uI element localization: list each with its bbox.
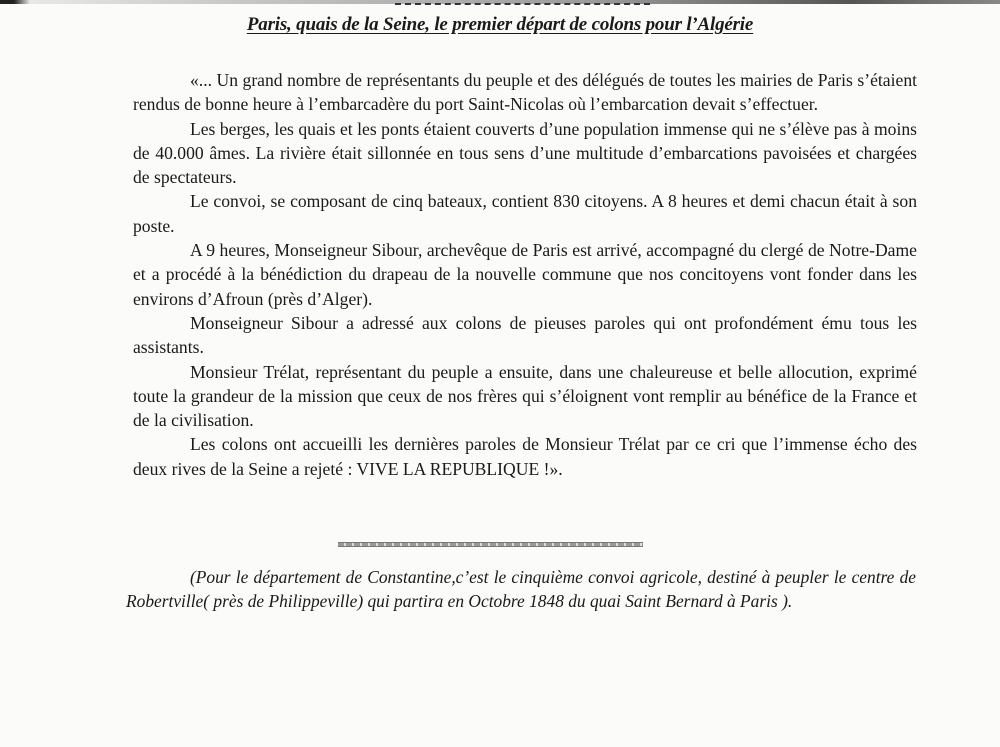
top-dashed-rule [395, 3, 650, 7]
paragraph: Les colons ont accueilli les dernières paroles de Monsieur Trélat par ce cri que l’immense écho des deux rives de la Seine a rejeté : VIVE LA REPUBLIQUE !». [133, 434, 917, 479]
paragraph: «... Un grand nombre de représentants du peuple et des délégués de toutes les mairies de Paris s’étaient rendus de bonne heure à l’embarcadère du port Saint-Nicolas où l’embarcation devait s’effectuer. [133, 70, 917, 115]
paragraph: Le convoi, se composant de cinq bateaux, contient 830 citoyens. A 8 heures et demi chacun était à son poste. [133, 191, 917, 236]
paragraph: Les berges, les quais et les ponts étaient couverts d’une population immense qui ne s’élève pas à moins de 40.000 âmes. La rivière était sillonnée en tous sens d’une multitude d’embarcations pavoisées et chargées de spectateurs. [133, 118, 917, 188]
footnote-text: (Pour le département de Constantine,c’est le cinquième convoi agricole, destiné à peupler le centre de Robertville( près de Philippeville) qui partira en Octobre 1848 du quai Saint Bernard à Paris ). [126, 567, 916, 611]
section-divider [338, 542, 643, 547]
paragraph: Monsieur Trélat, représentant du peuple a ensuite, dans une chaleureuse et belle allocution, exprimé toute la grandeur de la mission que ceux de nos frères qui s’éloignent vont remplir au bénéfice de la France et de la civilisation. [133, 361, 917, 431]
footnote [126, 565, 916, 613]
paragraph: Monseigneur Sibour a adressé aux colons de pieuses paroles qui ont profondément ému tous les assistants. [133, 312, 917, 358]
paragraph: A 9 heures, Monseigneur Sibour, archevêque de Paris est arrivé, accompagné du clergé de Notre-Dame et a procédé à la bénédiction du drapeau de la nouvelle commune que nos concitoyens vont fonder dans les environs d’Afroun (près d’Alger). [133, 240, 917, 309]
document-title: Paris, quais de la Seine, le premier départ de colons pour l’Algérie [246, 14, 754, 35]
quoted-article [133, 68, 917, 481]
